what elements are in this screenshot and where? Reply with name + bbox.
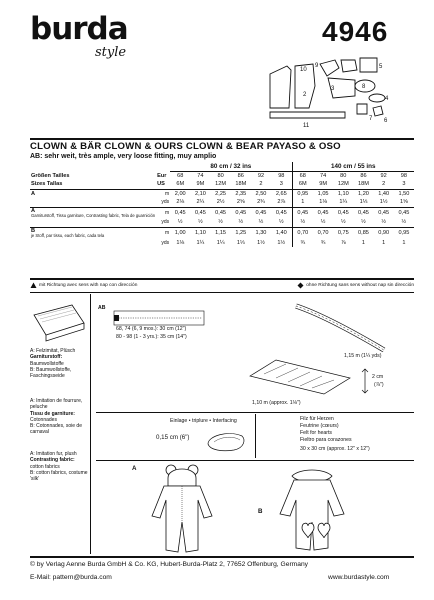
table-row xyxy=(30,227,414,238)
table-cell: ⅞ xyxy=(340,239,346,246)
table-cell: 1¼ xyxy=(196,239,205,246)
piece-cuff xyxy=(357,104,367,114)
us-label: US xyxy=(157,181,165,188)
table-cell: 0,45 xyxy=(394,207,414,218)
piece-label: 9 xyxy=(315,63,319,69)
fabric-notes-de: A: Felzimitat, Plüsch Garniturstoff: Baumwollstoffe B: Baumwollstoffe, Faschingsseide xyxy=(30,348,76,379)
table-cell: 0,95 xyxy=(292,189,313,198)
page-title: CLOWN & BÄR CLOWN & OURS CLOWN & BEAR PAYASO & OSO xyxy=(30,141,341,152)
table-cell: 0,90 xyxy=(374,227,394,238)
table-cell: 2½ xyxy=(216,199,225,206)
divider xyxy=(255,414,256,458)
table-cell: 2⅝ xyxy=(236,199,245,206)
brand-subtitle: style xyxy=(95,45,127,60)
table-cell: 0,45 xyxy=(170,207,190,218)
tape-width: 2 cm xyxy=(372,374,384,380)
table-cell: ½ xyxy=(292,218,313,227)
column-divider xyxy=(90,294,91,554)
yardage-table: 80 cm / 32 ins 140 cm / 55 ins Größen Tailles Eur 68 74 80 86 92 98 68 74 80 86 92 98 Sizes Tallas US 6M 9M 12M 18M 2 3 6M 9M 12M 18M 2 3 A m 2,00 2,10 2,25 2,35 2,50 2,65 0,95 1,05 1,10 1,20 1,40 1,50 yds 2⅛ 2¼ 2½ 2⅝ 2¾ 2⅞ 1 1⅛ 1¼ 1⅓ 1½ 1⅝ A Garniturstoff, Tissu garniture, Contrasting fabric, Tela de guarnición m 0,45 0,45 0,45 0,45 0,45 0,45 0,45 0,45 0,45 0,45 0,45 0,45 yds ½ ½ ½ ½ ½ ½ ½ ½ ½ ½ ½ ½ B je Stoff, par tissu, each fabric, cada tela m 1,00 1,10 1,15 1,25 1,30 1,40 0,70 0,70 0,75 0,85 0,90 0,95 yds 1⅛ 1¼ 1¼ 1⅓ 1½ 1½ ¾ ¾ ⅞ 1 1 1 xyxy=(30,162,414,247)
table-cell: 1,40 xyxy=(271,227,292,238)
tape-icon xyxy=(246,354,356,396)
table-cell: 1,40 xyxy=(374,189,394,198)
unit-label: m xyxy=(156,227,170,238)
table-cell: 0,85 xyxy=(353,227,373,238)
pattern-pieces-diagram xyxy=(265,56,415,134)
table-cell: ½ xyxy=(238,219,244,226)
table-cell: 0,70 xyxy=(292,227,313,238)
piece-collar xyxy=(369,94,385,102)
table-cell: 0,45 xyxy=(211,207,231,218)
felt-label-es: Fieltro para corazones xyxy=(300,437,352,443)
table-row xyxy=(30,218,414,227)
with-nap-legend: mit Richtung avec sens with nap con dirección xyxy=(30,282,137,289)
table-cell: 0,45 xyxy=(333,207,353,218)
divider xyxy=(96,412,414,413)
unit-label: m xyxy=(156,189,170,198)
table-cell: 1,20 xyxy=(353,189,373,198)
table-cell: 1,05 xyxy=(313,189,333,198)
table-cell: 1 xyxy=(361,239,366,246)
piece-waistband xyxy=(270,112,345,118)
table-cell: 1,50 xyxy=(394,189,414,198)
table-cell: 2¼ xyxy=(196,199,205,206)
clown-costume-illustration xyxy=(262,466,362,556)
table-cell: 2⅞ xyxy=(277,199,286,206)
table-cell: 0,75 xyxy=(333,227,353,238)
table-cell: 0,45 xyxy=(251,207,271,218)
piece-facing xyxy=(360,58,377,72)
table-cell: 0,45 xyxy=(353,207,373,218)
fabric-notes-fr: A: Imitation de fourrure, peluche Tissu de garniture: Cotonnades B: Cotonnades, soie de carnaval xyxy=(30,398,83,436)
table-cell: 2,65 xyxy=(271,189,292,198)
table-cell: 1,10 xyxy=(190,227,210,238)
interfacing-icon xyxy=(204,428,248,454)
fit-description: AB: sehr weit, très ample, very loose fitting, muy amplio xyxy=(30,153,217,160)
felt-amount: 30 x 30 cm (approx. 12" x 12") xyxy=(300,446,370,452)
eur-label: Eur xyxy=(157,172,167,179)
piece-label: 3 xyxy=(331,86,335,92)
table-cell: ½ xyxy=(278,219,284,226)
table-cell: 1,30 xyxy=(251,227,271,238)
divider xyxy=(30,278,414,280)
table-cell: ¾ xyxy=(320,239,326,246)
cord-length: 1,15 m (1¼ yds) xyxy=(344,353,382,359)
fabric-notes-en: A: Imitation fur, plush Contrasting fabric: cotton fabrics B: cotton fabrics, costume 'silk' xyxy=(30,451,88,482)
unit-label: m xyxy=(156,207,170,218)
bear-costume-illustration xyxy=(138,462,228,556)
piece-label: 6 xyxy=(384,118,388,124)
zipper-size-1: 68, 74 (6, 9 mos.): 30 cm (12") xyxy=(116,326,187,332)
unit-label: yds xyxy=(161,199,170,206)
piece-front xyxy=(270,66,291,108)
table-cell: 0,45 xyxy=(231,207,251,218)
table-cell: 2,10 xyxy=(190,189,210,198)
zipper-view-label: AB xyxy=(98,305,106,311)
table-cell: 0,95 xyxy=(394,227,414,238)
table-row xyxy=(30,189,414,198)
table-cell: 1,10 xyxy=(333,189,353,198)
divider xyxy=(30,138,414,140)
piece-label: 10 xyxy=(300,67,307,73)
table-cell: ½ xyxy=(401,219,407,226)
table-cell: 1½ xyxy=(257,239,265,246)
table-cell: 2,35 xyxy=(231,189,251,198)
table-cell: 2¾ xyxy=(257,199,265,206)
table-cell: ½ xyxy=(361,219,366,226)
table-cell: 0,45 xyxy=(374,207,394,218)
row-label: A xyxy=(30,189,156,198)
interfacing-label: Einlage • triplure • Interfacing xyxy=(170,418,237,424)
piece-label: 2 xyxy=(303,92,307,98)
table-cell: 1⅝ xyxy=(399,199,408,206)
table-cell: 0,45 xyxy=(271,207,292,218)
piece-small xyxy=(373,106,383,116)
piece-label: 5 xyxy=(379,64,383,70)
table-cell: 2,25 xyxy=(211,189,231,198)
table-cell: 1¼ xyxy=(339,199,348,206)
row-label: A Garniturstoff, Tissu garniture, Contrasting fabric, Tela de guarnición xyxy=(31,207,156,218)
without-nap-icon xyxy=(297,282,304,289)
table-cell: 1½ xyxy=(379,199,388,206)
pattern-number: 4946 xyxy=(322,16,389,47)
table-cell: 1 xyxy=(382,239,386,246)
table-cell: ½ xyxy=(218,219,223,226)
unit-label: yds xyxy=(161,239,170,246)
nap-legend xyxy=(30,282,414,289)
table-cell: ½ xyxy=(320,219,326,226)
table-cell: ½ xyxy=(258,219,264,226)
table-cell: 0,70 xyxy=(313,227,333,238)
felt-label-de: Filz für Herzen xyxy=(300,416,334,422)
table-cell: ¾ xyxy=(292,238,313,247)
table-cell: 0,45 xyxy=(313,207,333,218)
piece-hood xyxy=(320,60,339,76)
table-cell: 0,45 xyxy=(292,207,313,218)
piece-label: 7 xyxy=(369,116,373,122)
divider xyxy=(30,292,414,293)
copyright: © by Verlag Aenne Burda GmbH & Co. KG, Hubert-Burda-Platz 2, 77652 Offenburg, Germany xyxy=(30,561,309,568)
tape-length: 1,10 m (approx. 1⅛") xyxy=(252,400,301,406)
divider xyxy=(96,460,414,461)
piece-label: 8 xyxy=(362,84,366,90)
table-cell: 1 xyxy=(292,198,313,207)
felt-label-en: Felt for hearts xyxy=(300,430,333,436)
table-cell: 1½ xyxy=(277,239,286,246)
view-a-label: A xyxy=(132,465,137,472)
piece-label: 11 xyxy=(303,123,310,129)
felt-label-fr: Feutrine (cœurs) xyxy=(300,423,339,429)
row-label xyxy=(30,238,156,247)
table-row xyxy=(30,207,414,218)
table-cell: ½ xyxy=(198,219,203,226)
size-label: Sizes Tallas xyxy=(31,181,63,188)
table-cell: ½ xyxy=(177,219,183,226)
fabric-swatch-illustration xyxy=(32,303,86,345)
table-cell: 1,00 xyxy=(170,227,190,238)
divider xyxy=(30,556,414,558)
piece-hood-center xyxy=(341,60,357,72)
table-cell: 1⅛ xyxy=(319,199,327,206)
interfacing-amount: 0,15 cm (6") xyxy=(156,434,190,441)
yardage-rows xyxy=(30,189,414,247)
row-label: B je Stoff, par tissu, each fabric, cada tela xyxy=(30,227,156,238)
table-cell: ½ xyxy=(340,219,346,226)
table-cell: 2,50 xyxy=(251,189,271,198)
brand-logo: burda xyxy=(30,11,128,47)
width-group-80: 80 cm / 32 ins xyxy=(170,162,292,171)
with-nap-icon xyxy=(30,282,37,289)
size-label: Größen Tailles xyxy=(31,172,70,179)
table-cell: 2⅛ xyxy=(176,199,185,206)
tape-width-inches: (⅞") xyxy=(374,382,384,388)
website-link[interactable]: www.burdastyle.com xyxy=(328,574,390,581)
table-row xyxy=(30,238,414,247)
table-cell: 0,45 xyxy=(190,207,210,218)
cord-icon xyxy=(290,300,390,360)
table-cell: 2,00 xyxy=(170,189,190,198)
table-cell: ½ xyxy=(381,219,386,226)
width-group-140: 140 cm / 55 ins xyxy=(292,162,414,171)
row-label xyxy=(30,198,156,207)
table-cell: 1 xyxy=(402,239,406,246)
view-b-label: B xyxy=(258,508,263,515)
table-row xyxy=(30,198,414,207)
row-label xyxy=(30,218,156,227)
without-nap-legend: ohne Richtung sans sens without nap sin dirección xyxy=(297,282,414,289)
table-cell: 1,25 xyxy=(231,227,251,238)
zipper-size-2: 80 - 98 (1 - 3 yrs.): 35 cm (14") xyxy=(116,334,187,340)
table-cell: 1⅓ xyxy=(236,239,245,246)
table-cell: 1⅛ xyxy=(176,239,185,246)
table-cell: 1⅓ xyxy=(359,199,368,206)
email[interactable]: E-Mail: pattern@burda.com xyxy=(30,574,112,581)
tape-width-arrow xyxy=(360,367,370,395)
unit-label: yds xyxy=(161,219,170,226)
table-cell: 1,15 xyxy=(211,227,231,238)
table-cell: 1¼ xyxy=(216,239,225,246)
piece-label: 4 xyxy=(385,96,389,102)
